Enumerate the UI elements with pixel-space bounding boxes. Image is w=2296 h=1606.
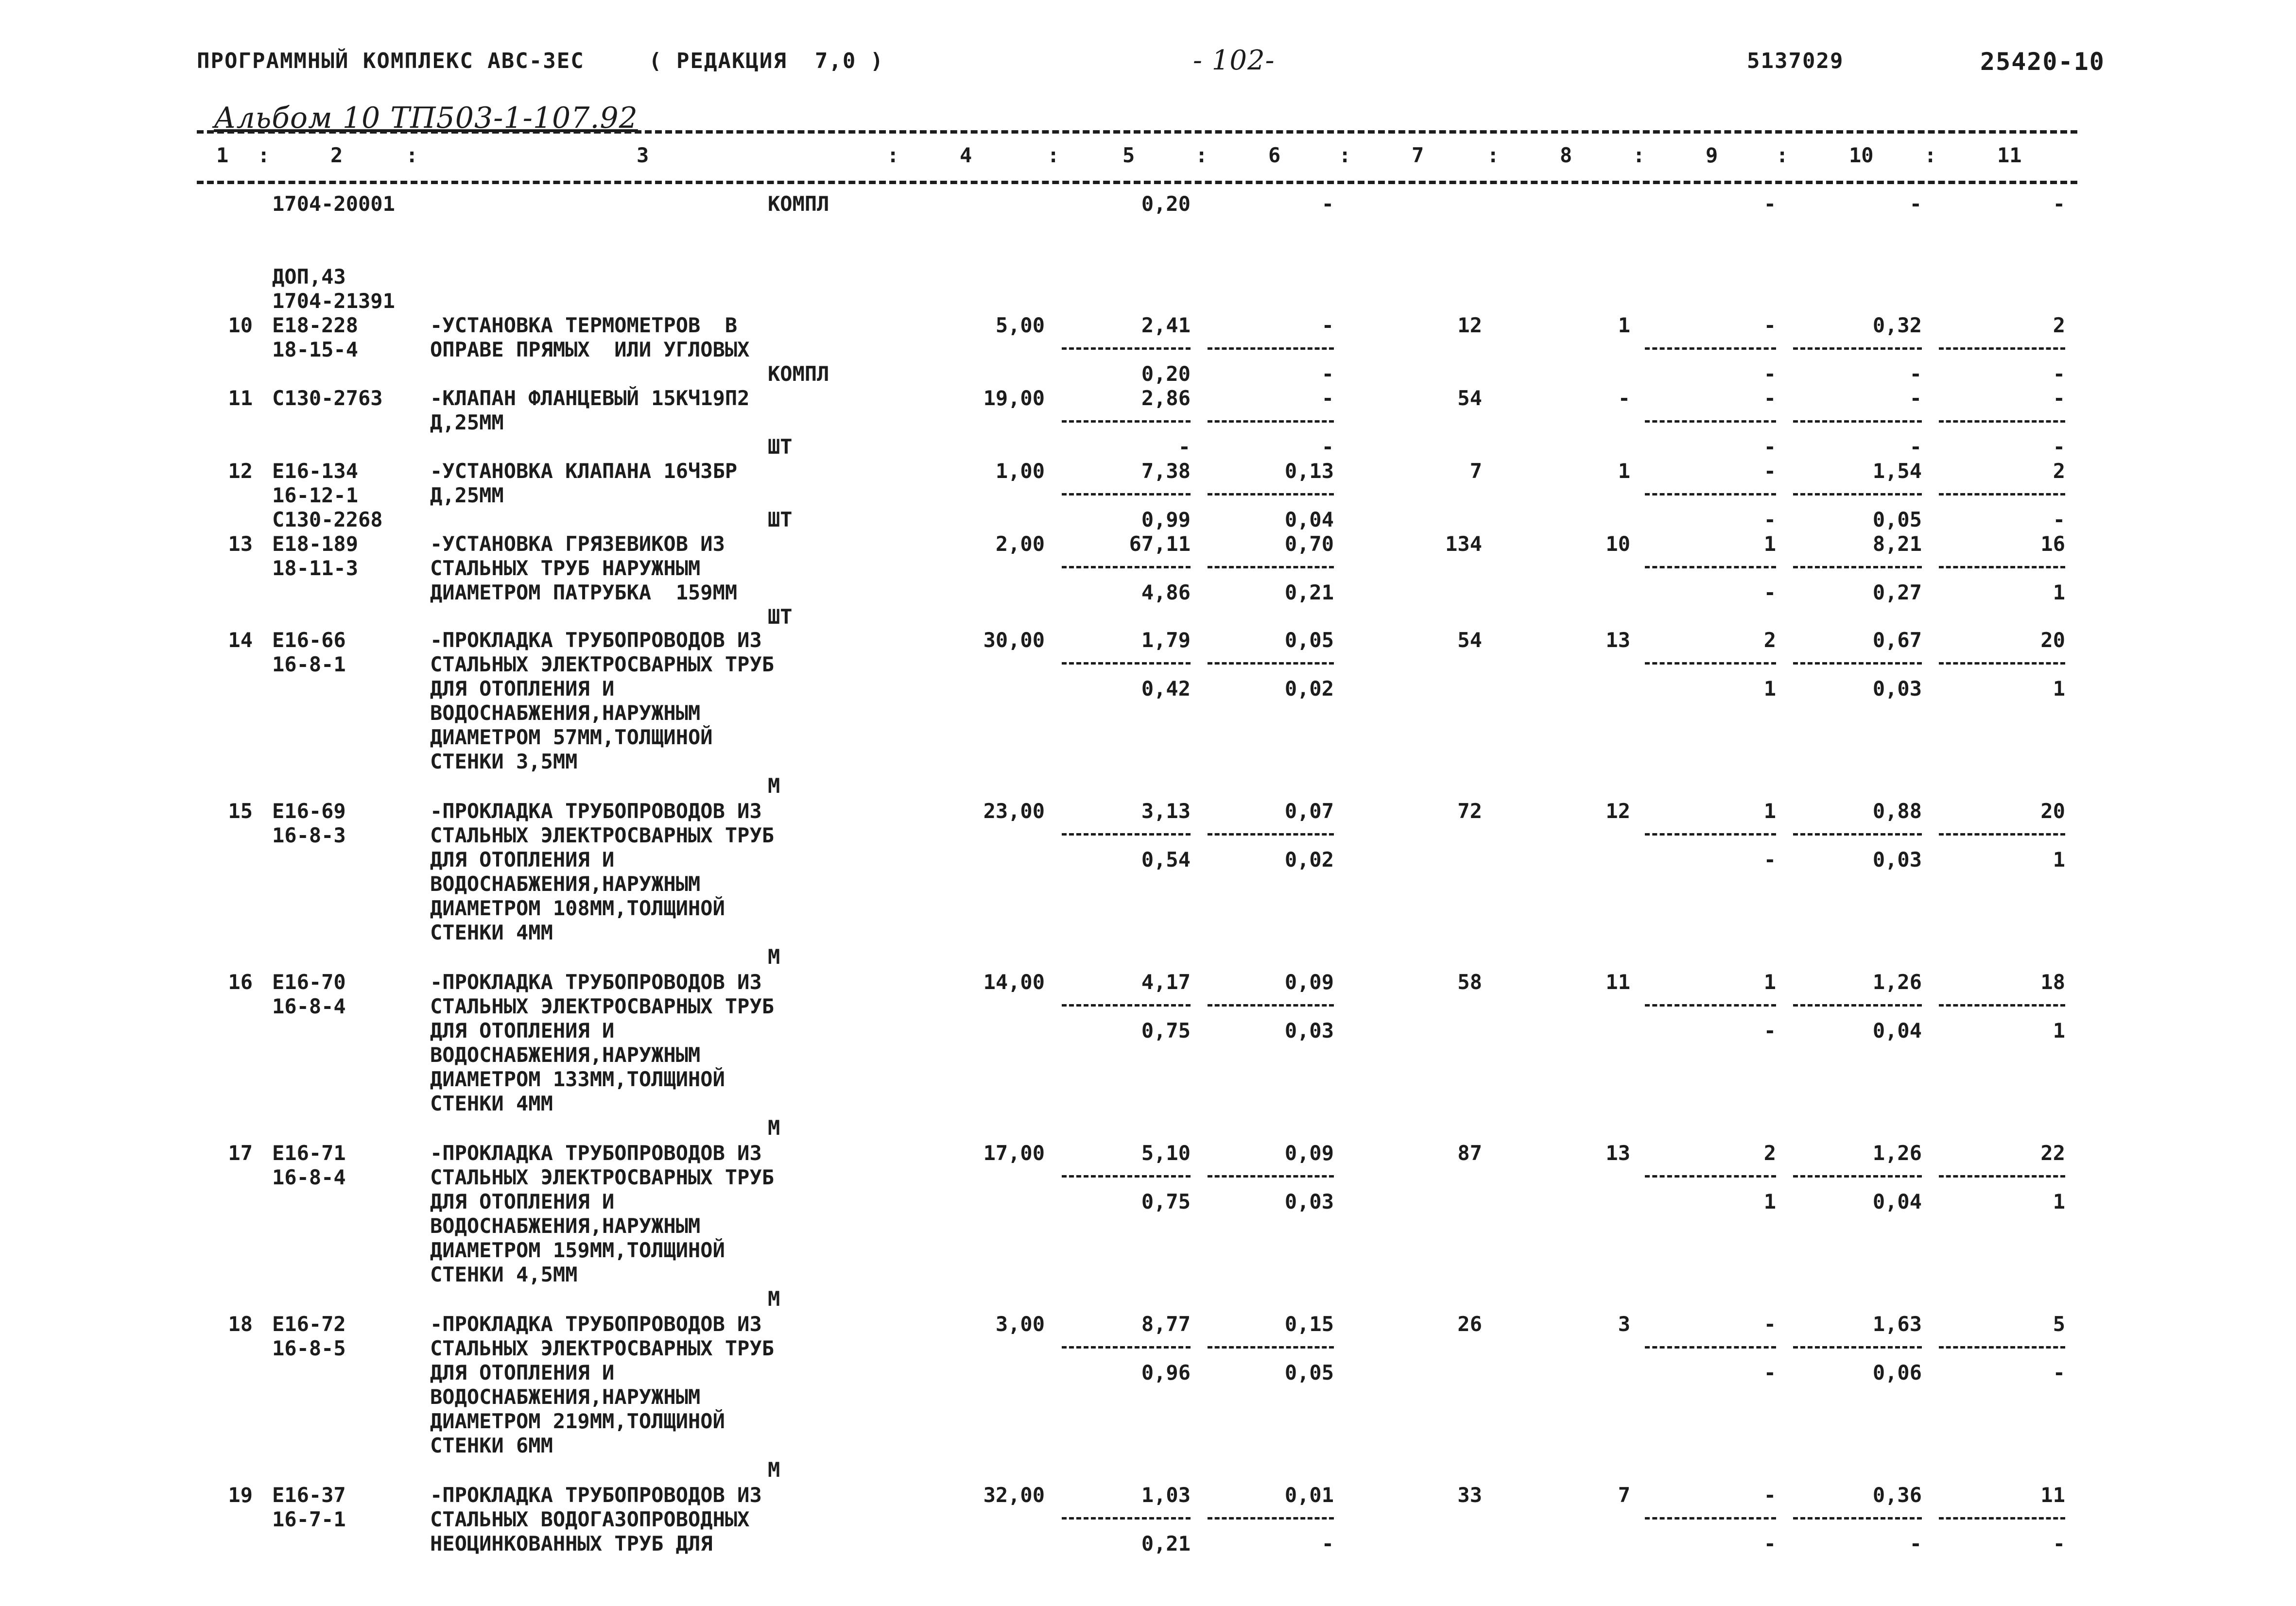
secondary-value-col-10: 0,27 — [1872, 581, 1922, 604]
column-header-7: 7 — [1412, 143, 1424, 167]
value-separator — [1208, 1004, 1334, 1007]
work-description-line: ДИАМЕТРОМ ПАТРУБКА 159ММ — [430, 581, 738, 604]
value-col-10: 1,26 — [1872, 970, 1922, 994]
value-col-7: 12 — [1457, 313, 1482, 337]
value-separator — [1939, 1175, 2065, 1178]
value-col-8: 13 — [1605, 1141, 1630, 1165]
work-description-line: ДЛЯ ОТОПЛЕНИЯ И — [430, 1361, 615, 1384]
secondary-value-col-6: - — [1321, 362, 1334, 386]
estimate-code: С130-2268 — [272, 508, 383, 531]
work-description-line: -ПРОКЛАДКА ТРУБОПРОВОДОВ ИЗ — [430, 970, 762, 994]
secondary-value-col-6: 0,02 — [1284, 848, 1334, 871]
estimate-code: 16-8-4 — [272, 994, 346, 1018]
value-separator — [1793, 662, 1922, 665]
secondary-value-col-11: - — [2053, 192, 2065, 216]
column-separator: : — [1195, 143, 1208, 167]
work-description-line: -УСТАНОВКА ТЕРМОМЕТРОВ В — [430, 313, 738, 337]
estimate-code: С130-2763 — [272, 386, 383, 410]
value-col-5: 67,11 — [1129, 532, 1191, 556]
work-description-line: СТЕНКИ 3,5ММ — [430, 750, 578, 773]
value-col-9: - — [1763, 386, 1776, 410]
value-col-4: 32,00 — [983, 1483, 1045, 1507]
row-number: 12 — [228, 459, 253, 483]
secondary-value-col-6: 0,21 — [1284, 581, 1334, 604]
value-col-8: 3 — [1618, 1312, 1630, 1336]
work-description-line: ДИАМЕТРОМ 219ММ,ТОЛЩИНОЙ — [430, 1409, 725, 1433]
value-separator — [1793, 566, 1922, 568]
secondary-value-col-9: - — [1763, 435, 1776, 459]
value-col-10: - — [1909, 386, 1922, 410]
value-col-4: 3,00 — [995, 1312, 1045, 1336]
page-number: - 102- — [1193, 45, 1275, 76]
value-col-9: - — [1763, 459, 1776, 483]
value-separator — [1645, 1346, 1776, 1349]
value-separator — [1645, 662, 1776, 665]
value-separator — [1939, 566, 2065, 568]
value-separator — [1208, 662, 1334, 665]
estimate-code: Е18-189 — [272, 532, 359, 556]
work-description-line: СТЕНКИ 4,5ММ — [430, 1263, 578, 1286]
work-description-line: СТЕНКИ 4ММ — [430, 1092, 553, 1115]
value-col-7: 54 — [1457, 628, 1482, 652]
column-separator: : — [1487, 143, 1500, 167]
secondary-value-col-9: 1 — [1763, 677, 1776, 700]
value-col-6: - — [1321, 386, 1334, 410]
work-description-line: ДЛЯ ОТОПЛЕНИЯ И — [430, 677, 615, 700]
estimate-code: 16-8-4 — [272, 1165, 346, 1189]
estimate-code: Е16-70 — [272, 970, 346, 994]
value-col-8: 7 — [1618, 1483, 1630, 1507]
work-description-line: ДИАМЕТРОМ 57ММ,ТОЛЩИНОЙ — [430, 725, 713, 749]
value-col-9: - — [1763, 313, 1776, 337]
value-col-8: 10 — [1605, 532, 1630, 556]
value-separator — [1208, 347, 1334, 350]
value-col-10: 0,32 — [1872, 313, 1922, 337]
value-col-10: 1,54 — [1872, 459, 1922, 483]
value-col-4: 5,00 — [995, 313, 1045, 337]
value-separator — [1793, 420, 1922, 423]
row-number: 18 — [228, 1312, 253, 1336]
secondary-value-col-5: 0,99 — [1141, 508, 1191, 531]
column-separator: : — [1047, 143, 1060, 167]
secondary-value-col-5: 0,20 — [1141, 362, 1191, 386]
secondary-value-col-9: - — [1763, 1361, 1776, 1384]
value-separator — [1062, 1346, 1191, 1349]
value-separator — [1793, 493, 1922, 495]
unit-of-measure: М — [768, 1458, 780, 1482]
value-col-11: 16 — [2040, 532, 2065, 556]
secondary-value-col-5: 0,75 — [1141, 1190, 1191, 1213]
work-description-line: ВОДОСНАБЖЕНИЯ,НАРУЖНЫМ — [430, 701, 701, 725]
column-separator: : — [1924, 143, 1937, 167]
work-description-line: ДЛЯ ОТОПЛЕНИЯ И — [430, 848, 615, 871]
sheet-code: 25420-10 — [1980, 48, 2105, 76]
column-header-9: 9 — [1706, 143, 1718, 167]
secondary-value-col-5: 0,20 — [1141, 192, 1191, 216]
value-col-7: 72 — [1457, 799, 1482, 823]
secondary-value-col-11: 1 — [2053, 1019, 2065, 1042]
value-col-7: 87 — [1457, 1141, 1482, 1165]
value-separator — [1939, 1004, 2065, 1007]
secondary-value-col-9: - — [1763, 192, 1776, 216]
value-col-4: 30,00 — [983, 628, 1045, 652]
column-header-10: 10 — [1849, 143, 1874, 167]
value-separator — [1645, 493, 1776, 495]
value-col-9: 1 — [1763, 970, 1776, 994]
unit-of-measure: КОМПЛ — [768, 192, 829, 216]
value-col-6: 0,05 — [1284, 628, 1334, 652]
secondary-value-col-6: - — [1321, 435, 1334, 459]
unit-of-measure: ШТ — [768, 508, 793, 531]
secondary-value-col-10: 0,04 — [1872, 1190, 1922, 1213]
secondary-value-col-11: 1 — [2053, 581, 2065, 604]
estimate-code: Е16-37 — [272, 1483, 346, 1507]
estimate-code: 1704-20001 — [272, 192, 395, 216]
value-col-9: - — [1763, 1483, 1776, 1507]
value-col-4: 23,00 — [983, 799, 1045, 823]
secondary-value-col-10: 0,05 — [1872, 508, 1922, 531]
value-col-8: 12 — [1605, 799, 1630, 823]
work-description-line: -УСТАНОВКА КЛАПАНА 16Ч3БР — [430, 459, 738, 483]
work-description-line: ДИАМЕТРОМ 159ММ,ТОЛЩИНОЙ — [430, 1238, 725, 1262]
work-description-line: ДЛЯ ОТОПЛЕНИЯ И — [430, 1019, 615, 1042]
column-header-6: 6 — [1268, 143, 1281, 167]
work-description-line: -ПРОКЛАДКА ТРУБОПРОВОДОВ ИЗ — [430, 628, 762, 652]
value-col-4: 2,00 — [995, 532, 1045, 556]
secondary-value-col-6: 0,03 — [1284, 1190, 1334, 1213]
value-separator — [1793, 1175, 1922, 1178]
value-separator — [1208, 420, 1334, 423]
secondary-value-col-6: 0,05 — [1284, 1361, 1334, 1384]
secondary-value-col-11: - — [2053, 1361, 2065, 1384]
work-description-line: ДИАМЕТРОМ 133ММ,ТОЛЩИНОЙ — [430, 1067, 725, 1091]
value-separator — [1208, 566, 1334, 568]
value-col-10: 0,36 — [1872, 1483, 1922, 1507]
unit-of-measure: ШТ — [768, 435, 793, 459]
unit-of-measure: М — [768, 945, 780, 969]
value-col-6: 0,09 — [1284, 970, 1334, 994]
value-col-6: 0,09 — [1284, 1141, 1334, 1165]
work-description-line: ДЛЯ ОТОПЛЕНИЯ И — [430, 1190, 615, 1213]
value-col-6: 0,01 — [1284, 1483, 1334, 1507]
secondary-value-col-6: - — [1321, 192, 1334, 216]
secondary-value-col-9: 1 — [1763, 1190, 1776, 1213]
value-separator — [1645, 833, 1776, 836]
secondary-value-col-11: - — [2053, 362, 2065, 386]
value-col-5: 1,79 — [1141, 628, 1191, 652]
value-col-11: 2 — [2053, 459, 2065, 483]
value-col-8: 1 — [1618, 313, 1630, 337]
column-separator: : — [887, 143, 899, 167]
estimate-code: 16-8-5 — [272, 1336, 346, 1360]
column-header-3: 3 — [637, 143, 649, 167]
value-col-9: 1 — [1763, 799, 1776, 823]
value-col-6: 0,70 — [1284, 532, 1334, 556]
work-description-line: -ПРОКЛАДКА ТРУБОПРОВОДОВ ИЗ — [430, 799, 762, 823]
value-separator — [1939, 493, 2065, 495]
work-description-line: СТАЛЬНЫХ ТРУБ НАРУЖНЫМ — [430, 556, 701, 580]
work-description-line: ВОДОСНАБЖЕНИЯ,НАРУЖНЫМ — [430, 1214, 701, 1238]
value-separator — [1793, 347, 1922, 350]
column-separator: : — [1339, 143, 1351, 167]
work-description-line: -ПРОКЛАДКА ТРУБОПРОВОДОВ ИЗ — [430, 1483, 762, 1507]
value-separator — [1645, 347, 1776, 350]
unit-of-measure: М — [768, 1287, 780, 1311]
value-separator — [1793, 1346, 1922, 1349]
value-col-5: 3,13 — [1141, 799, 1191, 823]
work-description-line: ВОДОСНАБЖЕНИЯ,НАРУЖНЫМ — [430, 872, 701, 896]
value-separator — [1208, 1346, 1334, 1349]
secondary-value-col-6: 0,03 — [1284, 1019, 1334, 1042]
work-description-line: -ПРОКЛАДКА ТРУБОПРОВОДОВ ИЗ — [430, 1141, 762, 1165]
work-description-line: -УСТАНОВКА ГРЯЗЕВИКОВ ИЗ — [430, 532, 725, 556]
estimate-code: Е16-69 — [272, 799, 346, 823]
value-col-7: 33 — [1457, 1483, 1482, 1507]
column-header-4: 4 — [960, 143, 972, 167]
secondary-value-col-10: 0,04 — [1872, 1019, 1922, 1042]
value-col-11: - — [2053, 386, 2065, 410]
value-separator — [1939, 347, 2065, 350]
value-separator — [1793, 1004, 1922, 1007]
estimate-code: 16-8-3 — [272, 823, 346, 847]
work-description-line: ДИАМЕТРОМ 108ММ,ТОЛЩИНОЙ — [430, 896, 725, 920]
value-col-11: 18 — [2040, 970, 2065, 994]
value-separator — [1062, 420, 1191, 423]
value-col-7: 54 — [1457, 386, 1482, 410]
value-col-10: 1,63 — [1872, 1312, 1922, 1336]
value-separator — [1208, 833, 1334, 836]
column-header-2: 2 — [330, 143, 343, 167]
estimate-code: 16-8-1 — [272, 652, 346, 676]
work-description-line: ВОДОСНАБЖЕНИЯ,НАРУЖНЫМ — [430, 1385, 701, 1409]
estimate-code: Е18-228 — [272, 313, 359, 337]
value-col-9: 2 — [1763, 628, 1776, 652]
unit-of-measure: М — [768, 1116, 780, 1140]
unit-of-measure: М — [768, 774, 780, 798]
value-separator — [1793, 1517, 1922, 1520]
value-separator — [1939, 662, 2065, 665]
edition-label: ( РЕДАКЦИЯ 7,0 ) — [649, 49, 884, 73]
value-col-11: 22 — [2040, 1141, 2065, 1165]
estimate-code: Е16-72 — [272, 1312, 346, 1336]
column-header-5: 5 — [1122, 143, 1135, 167]
secondary-value-col-11: 1 — [2053, 1190, 2065, 1213]
secondary-value-col-9: - — [1763, 508, 1776, 531]
value-separator — [1645, 1004, 1776, 1007]
value-col-8: 13 — [1605, 628, 1630, 652]
row-number: 11 — [228, 386, 253, 410]
value-col-10: 0,88 — [1872, 799, 1922, 823]
value-col-7: 58 — [1457, 970, 1482, 994]
value-col-4: 19,00 — [983, 386, 1045, 410]
secondary-value-col-5: 0,42 — [1141, 677, 1191, 700]
value-col-5: 5,10 — [1141, 1141, 1191, 1165]
value-col-9: 2 — [1763, 1141, 1776, 1165]
value-separator — [1062, 566, 1191, 568]
secondary-value-col-11: 1 — [2053, 677, 2065, 700]
secondary-value-col-6: 0,04 — [1284, 508, 1334, 531]
value-separator — [1939, 1346, 2065, 1349]
column-separator: : — [406, 143, 418, 167]
unit-of-measure: КОМПЛ — [768, 362, 829, 386]
work-description-line: ОПРАВЕ ПРЯМЫХ ИЛИ УГЛОВЫХ — [430, 338, 750, 361]
secondary-value-col-9: - — [1763, 581, 1776, 604]
value-col-9: 1 — [1763, 532, 1776, 556]
table-header-rule — [197, 181, 2077, 184]
value-col-4: 1,00 — [995, 459, 1045, 483]
value-col-11: 2 — [2053, 313, 2065, 337]
value-col-6: 0,13 — [1284, 459, 1334, 483]
row-number: 10 — [228, 313, 253, 337]
row-number: 13 — [228, 532, 253, 556]
value-col-11: 5 — [2053, 1312, 2065, 1336]
estimate-code: 18-11-3 — [272, 556, 359, 580]
row-number: 14 — [228, 628, 253, 652]
column-separator: : — [258, 143, 270, 167]
secondary-value-col-5: 0,21 — [1141, 1532, 1191, 1555]
value-separator — [1062, 1004, 1191, 1007]
value-separator — [1062, 1175, 1191, 1178]
row-number: 17 — [228, 1141, 253, 1165]
secondary-value-col-9: - — [1763, 362, 1776, 386]
secondary-value-col-5: 0,54 — [1141, 848, 1191, 871]
value-separator — [1645, 1175, 1776, 1178]
row-number: 15 — [228, 799, 253, 823]
secondary-value-col-10: - — [1909, 362, 1922, 386]
value-col-11: 20 — [2040, 628, 2065, 652]
value-col-10: 8,21 — [1872, 532, 1922, 556]
secondary-value-col-10: 0,03 — [1872, 848, 1922, 871]
secondary-value-col-5: - — [1178, 435, 1191, 459]
column-separator: : — [1776, 143, 1789, 167]
doc-code: 5137029 — [1747, 49, 1844, 73]
work-description-line: НЕОЦИНКОВАННЫХ ТРУБ ДЛЯ — [430, 1532, 713, 1555]
secondary-value-col-10: - — [1909, 192, 1922, 216]
value-separator — [1062, 1517, 1191, 1520]
estimate-code: Е16-66 — [272, 628, 346, 652]
secondary-value-col-11: - — [2053, 435, 2065, 459]
value-col-5: 2,41 — [1141, 313, 1191, 337]
value-col-5: 8,77 — [1141, 1312, 1191, 1336]
value-separator — [1062, 833, 1191, 836]
unit-of-measure: ШТ — [768, 605, 793, 629]
work-description-line: СТАЛЬНЫХ ЭЛЕКТРОСВАРНЫХ ТРУБ — [430, 1165, 775, 1189]
secondary-value-col-10: 0,06 — [1872, 1361, 1922, 1384]
value-separator — [1208, 1175, 1334, 1178]
value-col-7: 26 — [1457, 1312, 1482, 1336]
value-separator — [1939, 420, 2065, 423]
work-description-line: Д,25ММ — [430, 483, 504, 507]
table-top-rule — [197, 130, 2077, 134]
row-number: 19 — [228, 1483, 253, 1507]
value-col-10: 1,26 — [1872, 1141, 1922, 1165]
secondary-value-col-10: 0,03 — [1872, 677, 1922, 700]
work-description-line: СТАЛЬНЫХ ВОДОГАЗОПРОВОДНЫХ — [430, 1507, 750, 1531]
secondary-value-col-10: - — [1909, 435, 1922, 459]
value-col-8: 11 — [1605, 970, 1630, 994]
value-col-6: - — [1321, 313, 1334, 337]
value-col-11: 20 — [2040, 799, 2065, 823]
value-col-8: - — [1618, 386, 1630, 410]
value-separator — [1645, 1517, 1776, 1520]
value-col-6: 0,07 — [1284, 799, 1334, 823]
estimate-code: Е16-71 — [272, 1141, 346, 1165]
secondary-value-col-6: - — [1321, 1532, 1334, 1555]
value-col-4: 17,00 — [983, 1141, 1045, 1165]
estimate-code: Е16-134 — [272, 459, 359, 483]
secondary-value-col-9: - — [1763, 848, 1776, 871]
value-separator — [1062, 493, 1191, 495]
work-description-line: ВОДОСНАБЖЕНИЯ,НАРУЖНЫМ — [430, 1043, 701, 1067]
value-separator — [1939, 833, 2065, 836]
secondary-value-col-6: 0,02 — [1284, 677, 1334, 700]
value-col-5: 4,17 — [1141, 970, 1191, 994]
value-col-9: - — [1763, 1312, 1776, 1336]
work-description-line: СТАЛЬНЫХ ЭЛЕКТРОСВАРНЫХ ТРУБ — [430, 652, 775, 676]
value-col-4: 14,00 — [983, 970, 1045, 994]
secondary-value-col-9: - — [1763, 1019, 1776, 1042]
value-separator — [1208, 1517, 1334, 1520]
work-description-line: СТАЛЬНЫХ ЭЛЕКТРОСВАРНЫХ ТРУБ — [430, 823, 775, 847]
value-col-5: 1,03 — [1141, 1483, 1191, 1507]
value-separator — [1939, 1517, 2065, 1520]
secondary-value-col-11: 1 — [2053, 848, 2065, 871]
column-header-8: 8 — [1560, 143, 1572, 167]
value-col-11: 11 — [2040, 1483, 2065, 1507]
estimate-code: ДОП,43 — [272, 265, 346, 289]
column-separator: : — [1633, 143, 1645, 167]
secondary-value-col-5: 0,75 — [1141, 1019, 1191, 1042]
value-col-7: 7 — [1469, 459, 1482, 483]
work-description-line: СТАЛЬНЫХ ЭЛЕКТРОСВАРНЫХ ТРУБ — [430, 1336, 775, 1360]
value-separator — [1062, 347, 1191, 350]
secondary-value-col-11: - — [2053, 508, 2065, 531]
work-description-line: СТЕНКИ 4ММ — [430, 921, 553, 944]
work-description-line: Д,25ММ — [430, 410, 504, 434]
album-note: Альбом 10 ТП503-1-107.92 — [214, 101, 638, 135]
estimate-code: 16-7-1 — [272, 1507, 346, 1531]
value-col-5: 7,38 — [1141, 459, 1191, 483]
row-number: 16 — [228, 970, 253, 994]
column-header-1: 1 — [216, 143, 229, 167]
work-description-line: -ПРОКЛАДКА ТРУБОПРОВОДОВ ИЗ — [430, 1312, 762, 1336]
secondary-value-col-10: - — [1909, 1532, 1922, 1555]
work-description-line: -КЛАПАН ФЛАНЦЕВЫЙ 15КЧ19П2 — [430, 386, 750, 410]
estimate-code: 1704-21391 — [272, 289, 395, 313]
value-separator — [1645, 566, 1776, 568]
program-title: ПРОГРАММНЫЙ КОМПЛЕКС АВС-3ЕС — [197, 49, 585, 73]
value-col-10: 0,67 — [1872, 628, 1922, 652]
value-col-7: 134 — [1445, 532, 1482, 556]
value-separator — [1645, 420, 1776, 423]
column-header-11: 11 — [1997, 143, 2022, 167]
value-col-6: 0,15 — [1284, 1312, 1334, 1336]
value-col-5: 2,86 — [1141, 386, 1191, 410]
value-separator — [1062, 662, 1191, 665]
secondary-value-col-9: - — [1763, 1532, 1776, 1555]
secondary-value-col-5: 0,96 — [1141, 1361, 1191, 1384]
secondary-value-col-11: - — [2053, 1532, 2065, 1555]
secondary-value-col-5: 4,86 — [1141, 581, 1191, 604]
estimate-code: 16-12-1 — [272, 483, 359, 507]
value-separator — [1208, 493, 1334, 495]
value-separator — [1793, 833, 1922, 836]
estimate-code: 18-15-4 — [272, 338, 359, 361]
work-description-line: СТАЛЬНЫХ ЭЛЕКТРОСВАРНЫХ ТРУБ — [430, 994, 775, 1018]
work-description-line: СТЕНКИ 6ММ — [430, 1434, 553, 1457]
value-col-8: 1 — [1618, 459, 1630, 483]
